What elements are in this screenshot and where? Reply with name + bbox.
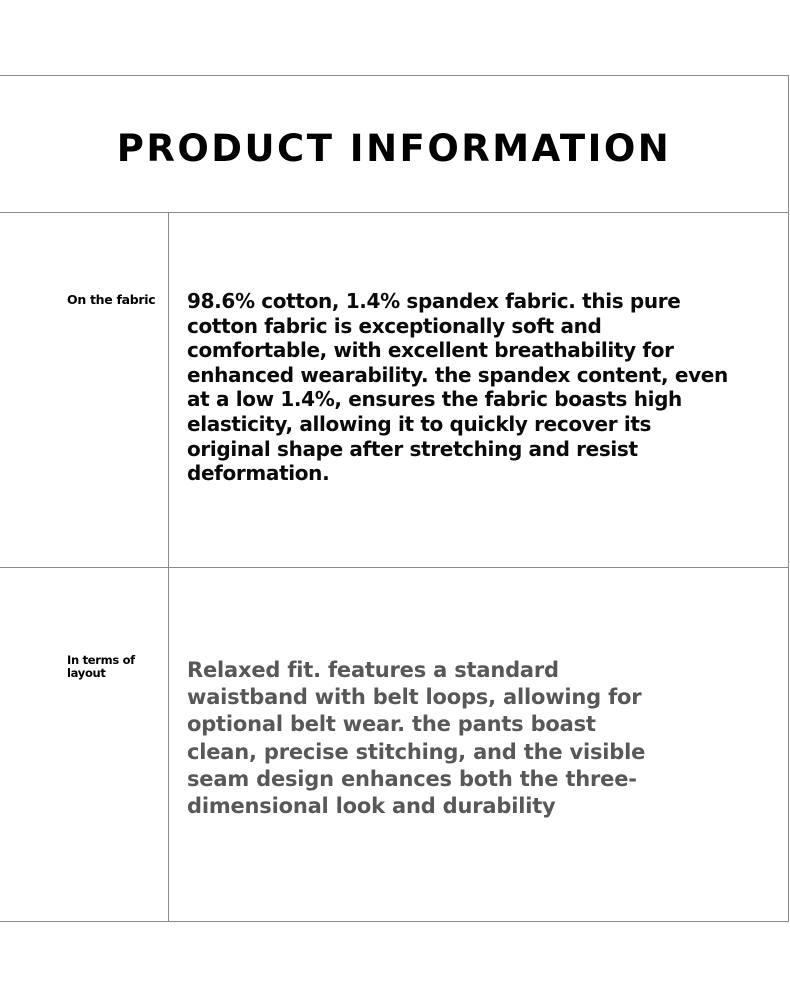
fabric-description: 98.6% cotton, 1.4% spandex fabric. this pure cotton fabric is exceptionally soft and comfortable, with excellent breathability for enhanced wearability. the spandex content, even at a low 1.4%, ensures the fabric boasts high elasticity, allowing it to quickly recover its original shape after stretching and resist deformation.	[187, 289, 728, 486]
fabric-label-cell	[0, 213, 169, 567]
product-info-table	[0, 75, 789, 922]
fabric-label: On the fabric	[67, 292, 156, 307]
layout-label-cell	[0, 568, 169, 922]
layout-description: Relaxed fit. features a standard waistband with belt loops, allowing for optional belt wear. the pants boast clean, precise stitching, and the visible seam design enhances both the three-dimensional look and durability	[187, 658, 646, 819]
page-title: PRODUCT INFORMATION	[116, 126, 672, 170]
title-row	[0, 76, 788, 213]
layout-row	[0, 568, 788, 922]
layout-label: In terms of layout	[67, 653, 135, 680]
fabric-row	[0, 213, 788, 568]
